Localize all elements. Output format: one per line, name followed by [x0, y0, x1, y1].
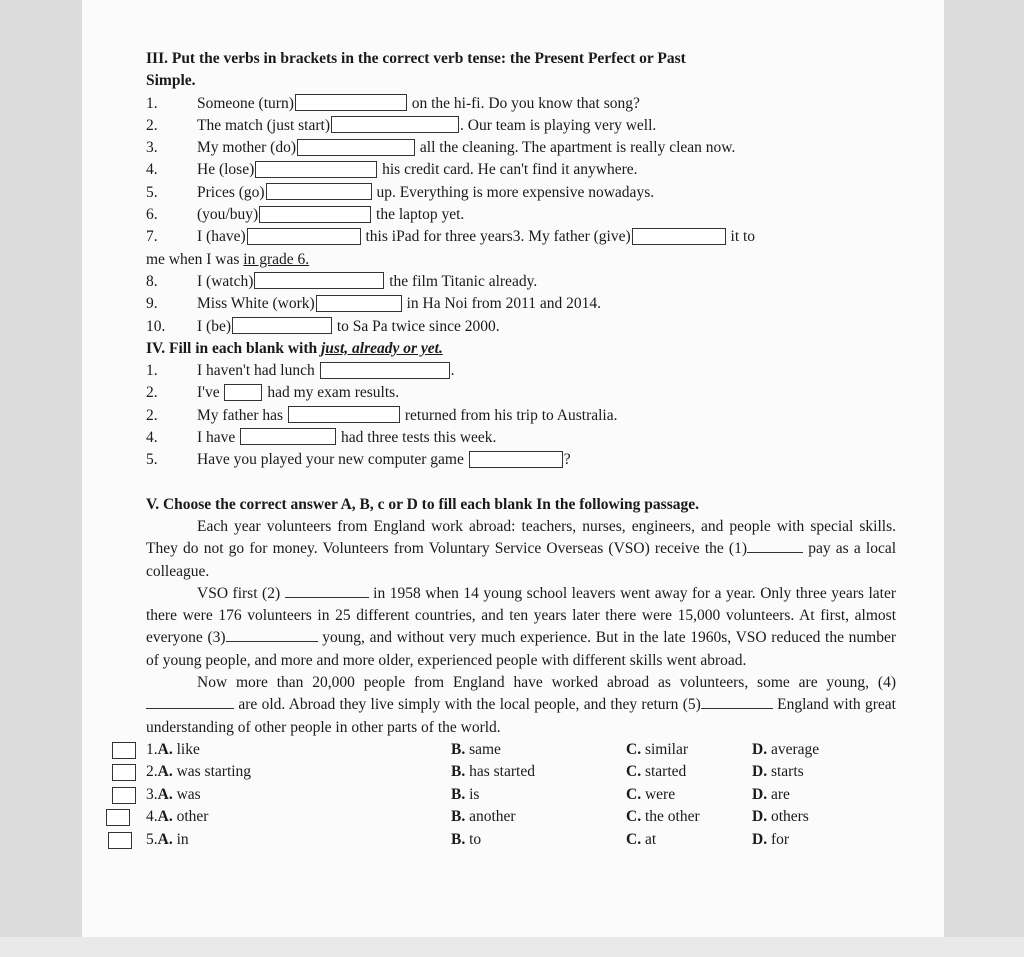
passage-paragraph: Each year volunteers from England work abroad: teachers, nurses, engineers, and people with special skills. They do not go for money. Volunteers from Voluntary Service Overseas (VSO) receive the (1) pay as a local colleague. [146, 517, 897, 580]
passage-paragraph: Now more than 20,000 people from England have worked abroad as volunteers, some are young, (4) are old. Abroad they live simply with the local people, and they return (5) England with great understanding of other people in other parts of the world. [146, 674, 896, 736]
answer-box[interactable] [106, 809, 130, 826]
list-item: 6. (you/buy) the laptop yet. [146, 206, 465, 224]
option-row: 2.A. was starting B. has started C. started D. starts [146, 761, 896, 784]
list-item-continuation: me when I was in grade 6. [146, 250, 310, 268]
answer-box[interactable] [295, 94, 407, 111]
option-row: 5.A. in B. to C. at D. for [146, 829, 896, 852]
list-item: 2. My father has returned from his trip to Australia. [146, 406, 618, 424]
list-item: 5. Have you played your new computer game ? [146, 451, 571, 469]
blank-2[interactable] [285, 597, 369, 598]
list-item: 4. I have had three tests this week. [146, 429, 497, 447]
list-item: 2. The match (just start) . Our team is playing very well. [146, 116, 657, 134]
blank-5[interactable] [701, 708, 773, 709]
passage [146, 516, 896, 739]
answer-box[interactable] [112, 764, 136, 781]
answer-box[interactable] [632, 228, 726, 245]
answer-box[interactable] [331, 116, 459, 133]
list-item: 8. I (watch) the film Titanic already. [146, 272, 538, 290]
answer-box[interactable] [288, 406, 400, 423]
blank-3[interactable] [226, 641, 318, 642]
section-4-heading: IV. Fill in each blank with just, already or yet. [146, 339, 443, 357]
answer-box[interactable] [232, 317, 332, 334]
answer-box[interactable] [259, 206, 371, 223]
answer-box[interactable] [255, 161, 377, 178]
answer-options [146, 739, 896, 852]
list-item: 3. My mother (do) all the cleaning. The apartment is really clean now. [146, 139, 736, 157]
list-item: 2. I've had my exam results. [146, 384, 400, 402]
answer-box[interactable] [247, 228, 361, 245]
blank-4[interactable] [146, 708, 234, 709]
answer-box[interactable] [224, 384, 262, 401]
section-5-heading: V. Choose the correct answer A, B, c or D to fill each blank In the following passage. [146, 495, 699, 513]
list-item: 5. Prices (go) up. Everything is more expensive nowadays. [146, 183, 655, 201]
option-row: 3.A. was B. is C. were D. are [146, 784, 896, 807]
answer-box[interactable] [240, 428, 336, 445]
list-item: 7. I (have) this iPad for three years3. My father (give) it to [146, 228, 756, 246]
list-item: 9. Miss White (work) in Ha Noi from 2011 and 2014. [146, 295, 602, 313]
option-row: 1.A. like B. same C. similar D. average [146, 739, 896, 762]
answer-box[interactable] [108, 832, 132, 849]
blank-1[interactable] [747, 552, 803, 553]
section-3-heading: III. Put the verbs in brackets in the correct verb tense: the Present Perfect or Past Simple. [146, 50, 686, 90]
list-item: 10. I (be) to Sa Pa twice since 2000. [146, 317, 500, 335]
answer-box[interactable] [254, 272, 384, 289]
answer-box[interactable] [112, 742, 136, 759]
worksheet-content [146, 48, 896, 851]
list-item: 1. I haven't had lunch . [146, 362, 455, 380]
page-bottom-strip [0, 937, 1024, 957]
list-item: 1. Someone (turn) on the hi-fi. Do you know that song? [146, 94, 640, 112]
answer-box[interactable] [320, 362, 450, 379]
answer-box[interactable] [266, 183, 372, 200]
answer-box[interactable] [112, 787, 136, 804]
answer-box[interactable] [469, 451, 563, 468]
option-row: 4.A. other B. another C. the other D. others [146, 806, 896, 829]
answer-box[interactable] [316, 295, 402, 312]
answer-box[interactable] [297, 139, 415, 156]
passage-paragraph: VSO first (2) in 1958 when 14 young school leavers went away for a year. Only three years later there were 176 volunteers in 25 different countries, and ten years later there were 15,000 volunteers. At first, almost everyone (3) young, and without very much experience. But in the late 1960s, VSO reduced the number of young people, and more and more older, experienced people with different skills went abroad. [146, 584, 896, 669]
list-item: 4. He (lose) his credit card. He can't find it anywhere. [146, 161, 638, 179]
